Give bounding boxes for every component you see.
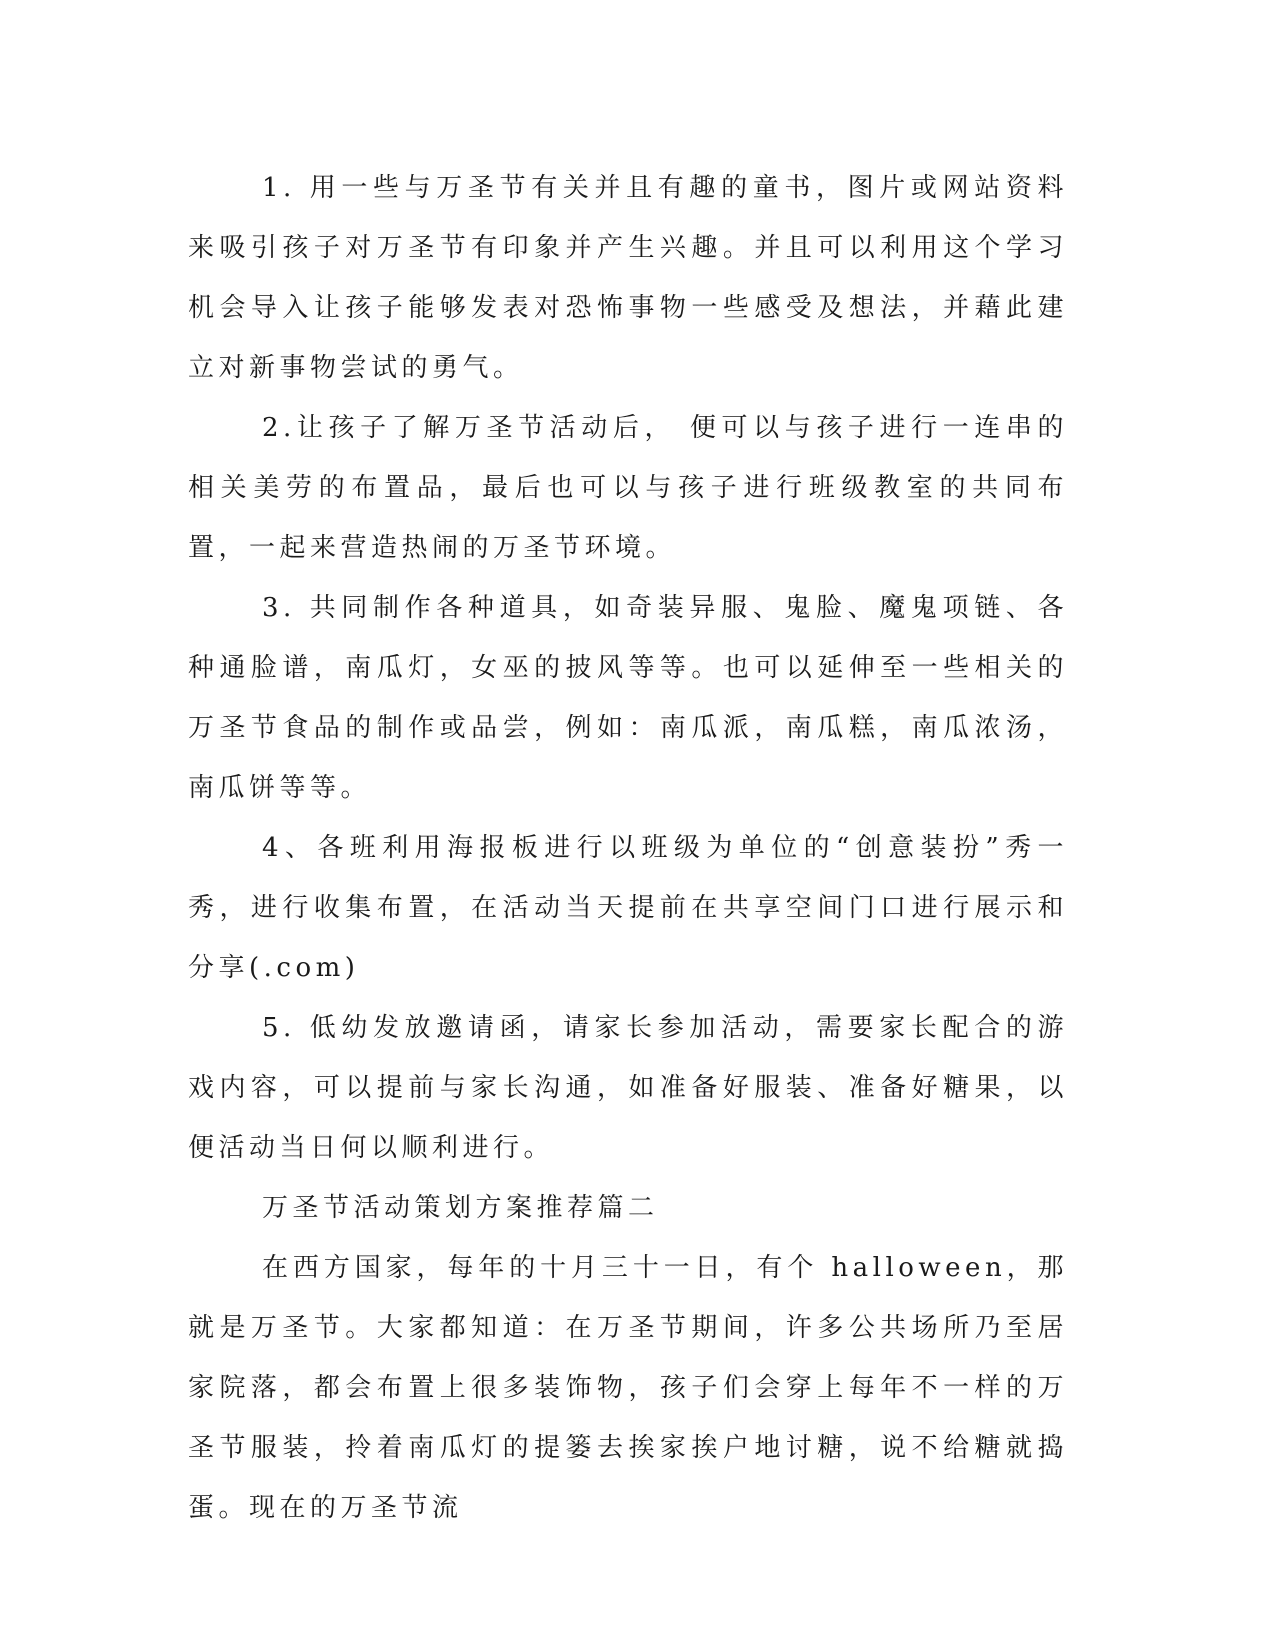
paragraph-1: 1. 用一些与万圣节有关并且有趣的童书，图片或网站资料来吸引孩子对万圣节有印象并产生兴趣。并且可以利用这个学习机会导入让孩子能够发表对恐怖事物一些感受及想法，并藉此建立对新事物尝试的勇气。 — [188, 173, 1068, 383]
paragraph-2: 2.让孩子了解万圣节活动后， 便可以与孩子进行一连串的相关美劳的布置品，最后也可以与孩子进行班级教室的共同布置，一起来营造热闹的万圣节环境。 — [188, 413, 1068, 563]
document-body — [188, 158, 1068, 1538]
paragraph-5: 5. 低幼发放邀请函，请家长参加活动，需要家长配合的游戏内容，可以提前与家长沟通，如准备好服装、准备好糖果，以便活动当日何以顺利进行。 — [188, 1013, 1068, 1163]
paragraph-4: 4、各班利用海报板进行以班级为单位的“创意装扮”秀一秀，进行收集布置，在活动当天提前在共享空间门口进行展示和分享(.com) — [188, 833, 1068, 983]
paragraph-3: 3. 共同制作各种道具，如奇装异服、鬼脸、魔鬼项链、各种通脸谱，南瓜灯，女巫的披风等等。也可以延伸至一些相关的万圣节食品的制作或品尝，例如：南瓜派，南瓜糕，南瓜浓汤，南瓜饼等等。 — [188, 593, 1068, 803]
intro-paragraph: 在西方国家，每年的十月三十一日，有个 halloween，那就是万圣节。大家都知道：在万圣节期间，许多公共场所乃至居家院落，都会布置上很多装饰物，孩子们会穿上每年不一样的万圣节服装，拎着南瓜灯的提篓去挨家挨户地讨糖，说不给糖就捣蛋。现在的万圣节流 — [188, 1253, 1068, 1523]
section-heading: 万圣节活动策划方案推荐篇二 — [262, 1193, 659, 1223]
